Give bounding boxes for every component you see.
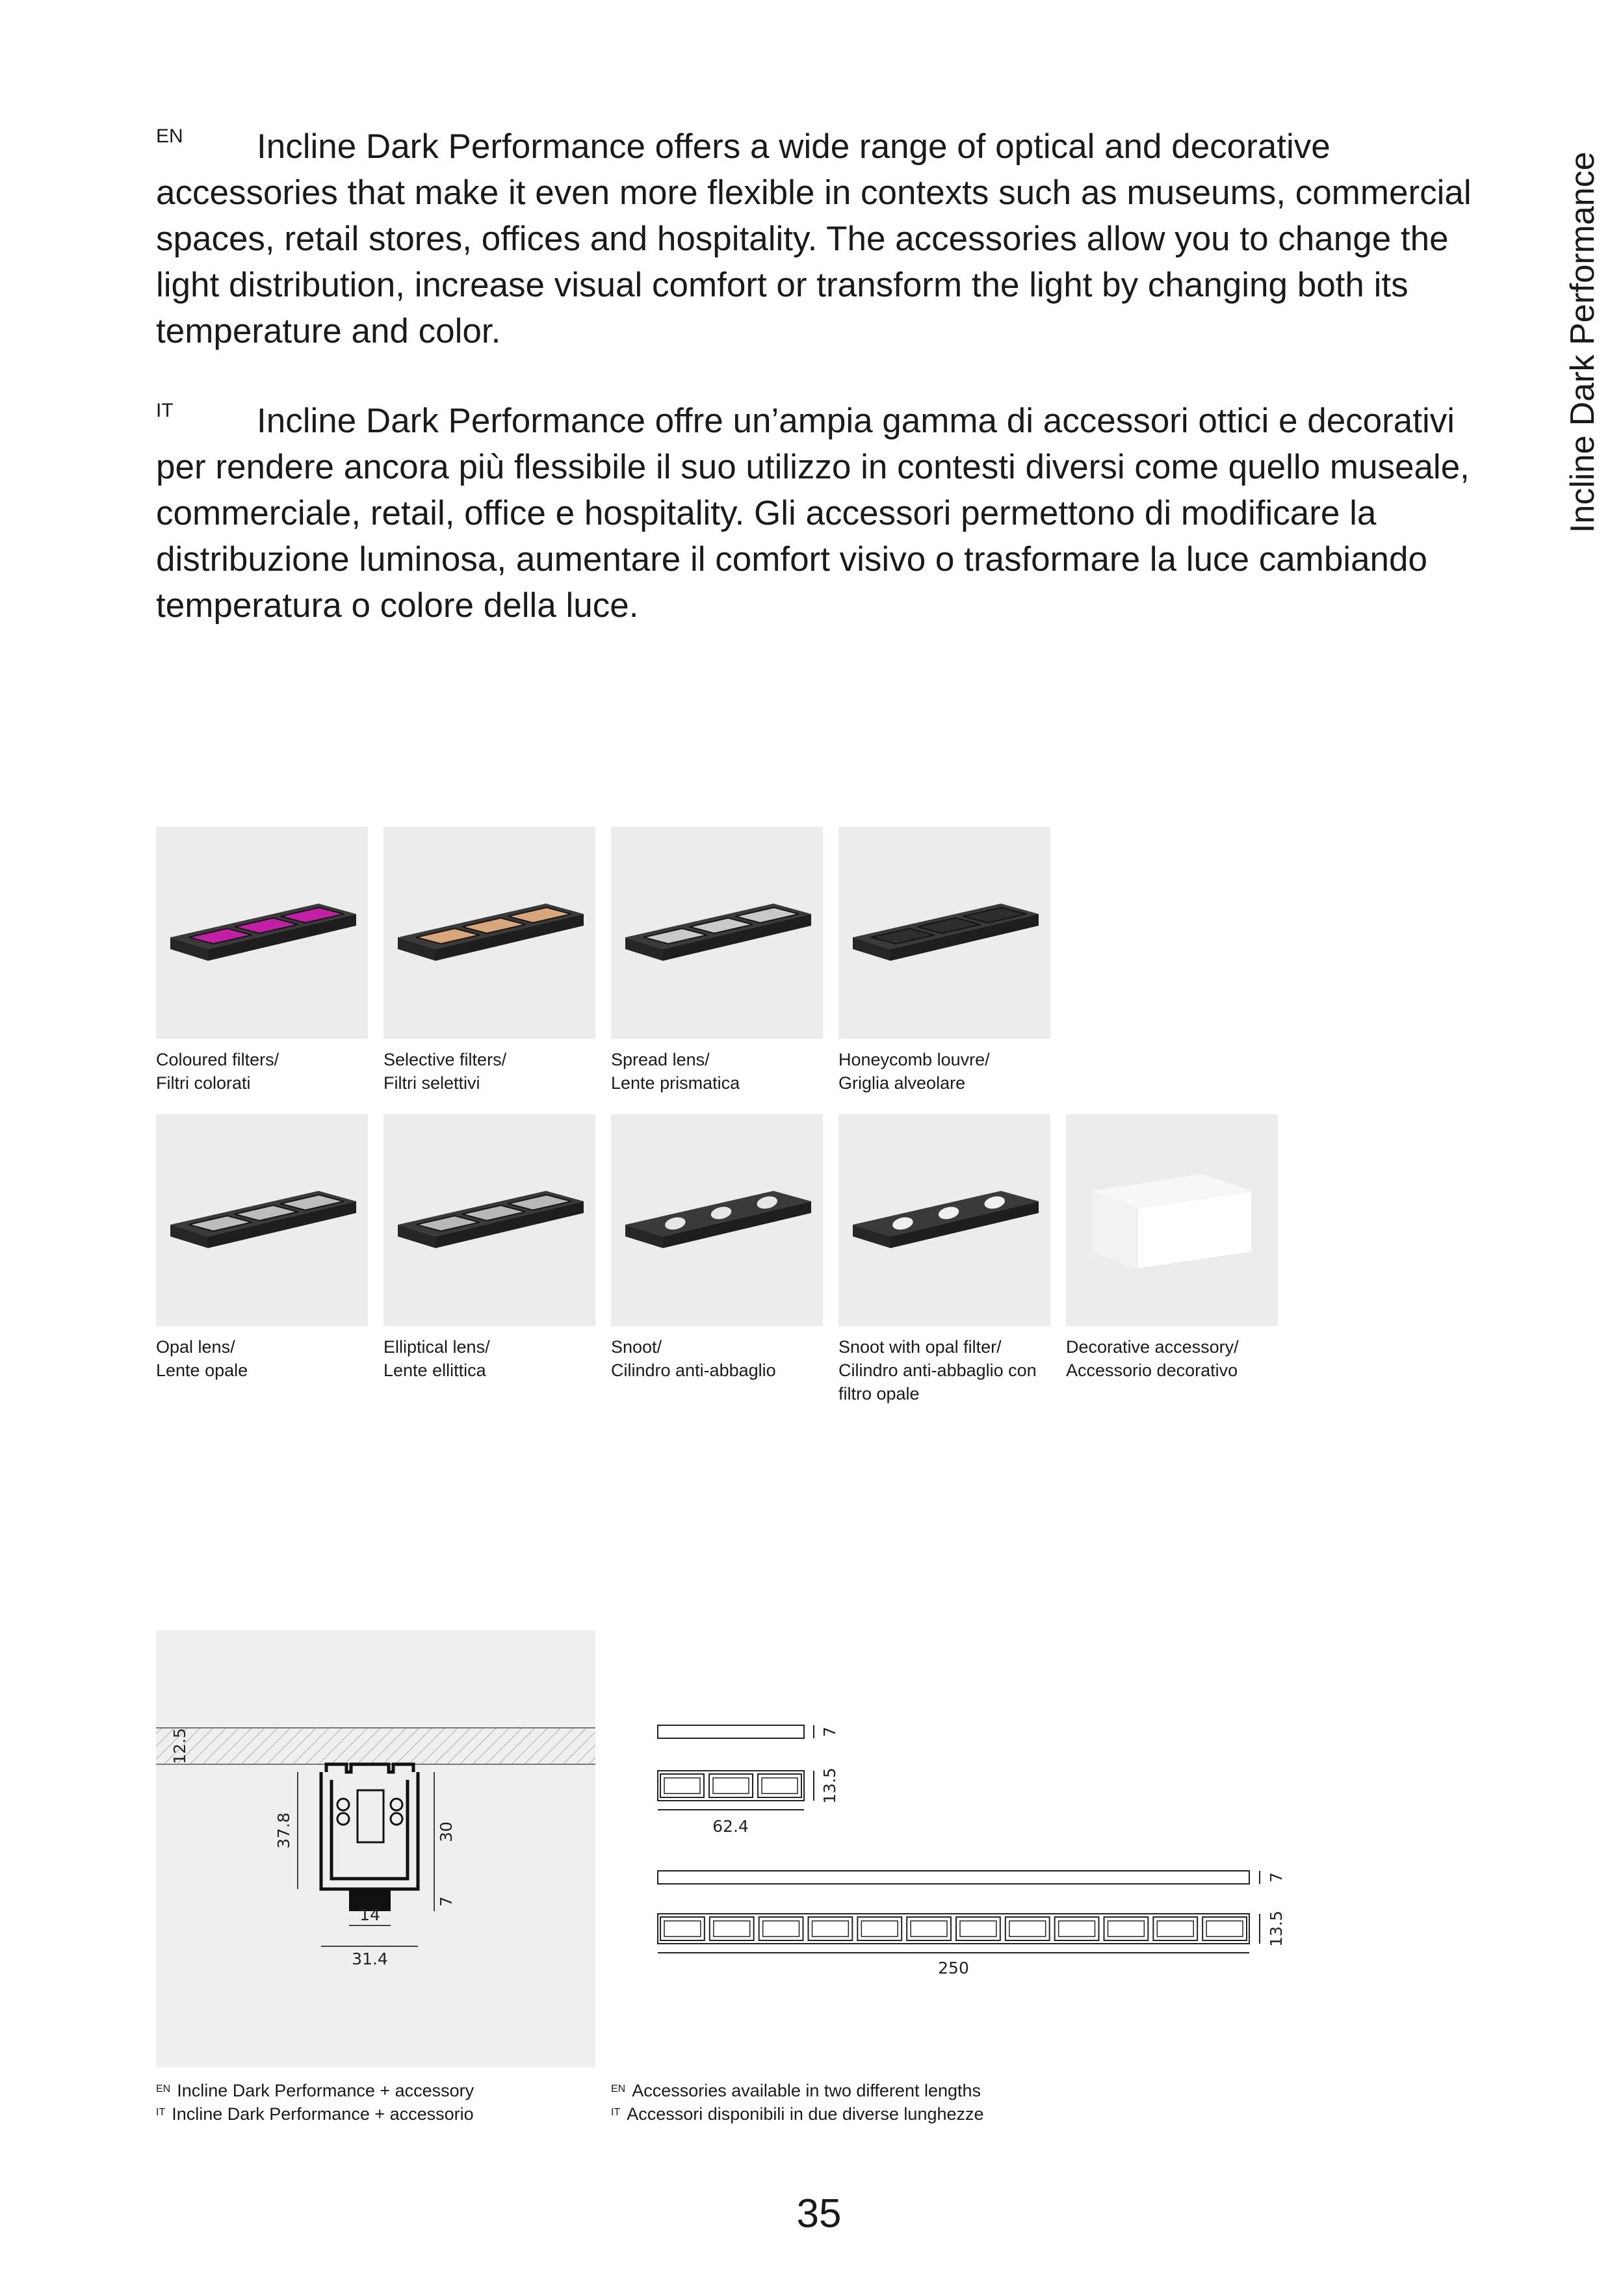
caption-it: Cilindro anti-abbaglio [611, 1361, 776, 1380]
caption-snoot-opal [838, 1335, 1053, 1405]
caption-it: Accessorio decorativo [1066, 1361, 1238, 1380]
caption-it: Lente opale [156, 1361, 248, 1380]
accessory-image-opal-lens [156, 1114, 368, 1326]
dim-long-length: 250 [938, 1959, 969, 1977]
caption-it-line2: filtro opale [838, 1384, 920, 1403]
caption-en: Coloured filters/ [156, 1050, 279, 1069]
accessory-image-selective-filters [383, 827, 595, 1039]
dim-thick-short: 13.5 [820, 1768, 839, 1804]
caption-en: Opal lens/ [156, 1337, 235, 1357]
section-note-en: Incline Dark Performance + accessory [177, 2081, 474, 2100]
accessory-image-spread-lens [611, 827, 823, 1039]
caption-honeycomb-louvre [838, 1048, 1053, 1095]
caption-it: Lente ellittica [383, 1361, 486, 1380]
lengths-note-en: Accessories available in two different lengths [632, 2081, 981, 2100]
dim-inner: 30 [437, 1821, 456, 1842]
caption-en: Snoot with opal filter/ [838, 1337, 1002, 1357]
caption-selective-filters [383, 1048, 598, 1095]
caption-en: Decorative accessory/ [1066, 1337, 1239, 1357]
fixture-bar [383, 1114, 595, 1326]
fixture-bar [838, 827, 1050, 1039]
caption-it: Filtri colorati [156, 1073, 251, 1093]
fixture-bar [383, 827, 595, 1039]
lengths-note-it: Accessori disponibili in due diverse lunghezze [627, 2104, 984, 2124]
caption-opal-lens [156, 1335, 370, 1382]
section-note-it: Incline Dark Performance + accessorio [172, 2104, 474, 2124]
accessory-image-decorative [1066, 1114, 1278, 1326]
ceiling-hatch [156, 1728, 595, 1764]
short-accessory [658, 1725, 839, 1836]
profile-section [321, 1764, 418, 1889]
lang-tag-en: EN [156, 125, 183, 147]
lang-tag-it: IT [611, 2107, 621, 2118]
side-title: Incline Dark Performance [1564, 151, 1602, 533]
caption-en: Selective filters/ [383, 1050, 507, 1069]
intro-en [156, 124, 1508, 354]
fixture-bar [611, 1114, 823, 1326]
intro-en-text: Incline Dark Performance offers a wide range of optical and decorative accessories that make it even more flexible in contexts such as museums, commercial spaces, retail stores, offices and hospitality. The accessories allow you to change the light distribution, increase visual comfort or transform the light by changing both its temperature and color. [156, 127, 1472, 350]
dim-height: 37.8 [274, 1812, 293, 1849]
accessory-image-snoot [611, 1114, 823, 1326]
caption-it: Cilindro anti-abbaglio con [838, 1361, 1037, 1380]
caption-en: Spread lens/ [611, 1050, 710, 1069]
dim-ceiling: 12.5 [170, 1728, 189, 1764]
caption-snoot [611, 1335, 825, 1382]
caption-en: Snoot/ [611, 1337, 662, 1357]
accessory-image-snoot-opal [838, 1114, 1050, 1326]
dim-acc: 7 [437, 1896, 456, 1907]
dim-thin-long: 7 [1267, 1872, 1286, 1883]
intro-it-text: Incline Dark Performance offre un’ampia gamma di accessori ottici e decorativi per rendere ancora più flessibile il suo utilizzo in contesti diversi come quello museale, commerciale, retail, office e hospitality. Gli accessori permettono di modificare la distribuzione luminosa, aumentare il comfort visivo o trasformare la luce cambiando temperatura o colore della luce. [156, 402, 1470, 625]
lengths-drawing [650, 1716, 1300, 2002]
fixture-bar [156, 1114, 368, 1326]
dim-width-outer: 31.4 [352, 1950, 388, 1968]
accessory-image-honeycomb-louvre [838, 827, 1050, 1039]
dim-short-length: 62.4 [712, 1817, 749, 1836]
lang-tag-it: IT [156, 400, 174, 421]
caption-spread-lens [611, 1048, 825, 1095]
section-note [156, 2079, 474, 2126]
caption-en: Honeycomb louvre/ [838, 1050, 990, 1069]
lang-tag-en: EN [156, 2083, 171, 2094]
accessory-image-coloured-filters [156, 827, 368, 1039]
long-accessory [658, 1871, 1286, 1977]
dim-width-inner: 14 [359, 1905, 380, 1924]
caption-it: Filtri selettivi [383, 1073, 480, 1093]
caption-en: Elliptical lens/ [383, 1337, 490, 1357]
section-drawing-panel [156, 1630, 595, 2067]
fixture-bar [838, 1114, 1050, 1326]
fixture-bar [156, 827, 368, 1039]
dim-thin-short: 7 [820, 1727, 839, 1737]
lang-tag-it: IT [156, 2107, 166, 2118]
intro-it [156, 398, 1508, 629]
caption-it: Griglia alveolare [838, 1073, 966, 1093]
section-drawing [156, 1630, 595, 2067]
page-number: 35 [796, 2191, 842, 2236]
caption-decorative [1066, 1335, 1280, 1382]
accessory-image-elliptical-lens [383, 1114, 595, 1326]
dim-thick-long: 13.5 [1267, 1911, 1286, 1947]
caption-it: Lente prismatica [611, 1073, 740, 1093]
decorative-accessory-shape [1066, 1114, 1278, 1326]
lengths-note [611, 2079, 984, 2126]
lang-tag-en: EN [611, 2083, 626, 2094]
caption-elliptical-lens [383, 1335, 598, 1382]
caption-coloured-filters [156, 1048, 370, 1095]
fixture-bar [611, 827, 823, 1039]
